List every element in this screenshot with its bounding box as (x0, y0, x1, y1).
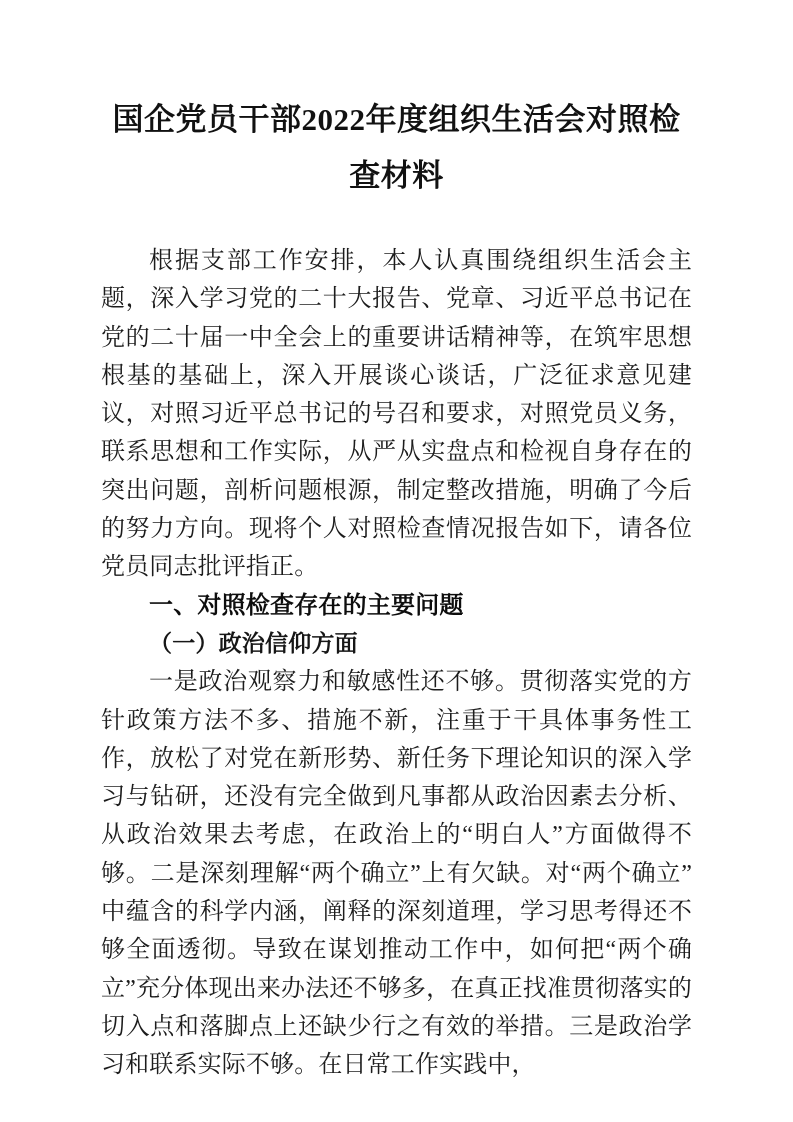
section-heading-1: 一、对照检查存在的主要问题 (149, 591, 464, 619)
intro-paragraph: 根据支部工作安排，本人认真围绕组织生活会主题，深入学习党的二十大报告、党章、习近平总书记在党的二十届一中全会上的重要讲话精神等，在筑牢思想根基的基础上，深入开展谈心谈话，广泛征求意见建议，对照习近平总书记的号召和要求，对照党员义务，联系思想和工作实际，从严从实盘点和检视自身存在的突出问题，剖析问题根源，制定整改措施，明确了今后的努力方向。现将个人对照检查情况报告如下，请各位党员同志批评指正。 (101, 248, 692, 581)
subsection-1-1-body: 一是政治观察力和敏感性还不够。贯彻落实党的方针政策方法不多、措施不新，注重于干具体事务性工作，放松了对党在新形势、新任务下理论知识的深入学习与钻研，还没有完全做到凡事都从政治因素去分析、从政治效果去考虑，在政治上的“明白人”方面做得不够。二是深刻理解“两个确立”上有欠缺。对“两个确立”中蕴含的科学内涵，阐释的深刻道理，学习思考得还不够全面透彻。导致在谋划推动工作中，如何把“两个确立”充分体现出来办法还不够多，在真正找准贯彻落实的切入点和落脚点上还缺少行之有效的举措。三是政治学习和联系实际不够。在日常工作实践中， (101, 669, 692, 1079)
page-content-column (101, 0, 692, 1085)
title-body-spacer (101, 204, 692, 242)
document-title: 国企党员干部2022年度组织生活会对照检查材料 (112, 102, 681, 193)
subsection-heading-1-1: （一）政治信仰方面 (149, 630, 358, 656)
